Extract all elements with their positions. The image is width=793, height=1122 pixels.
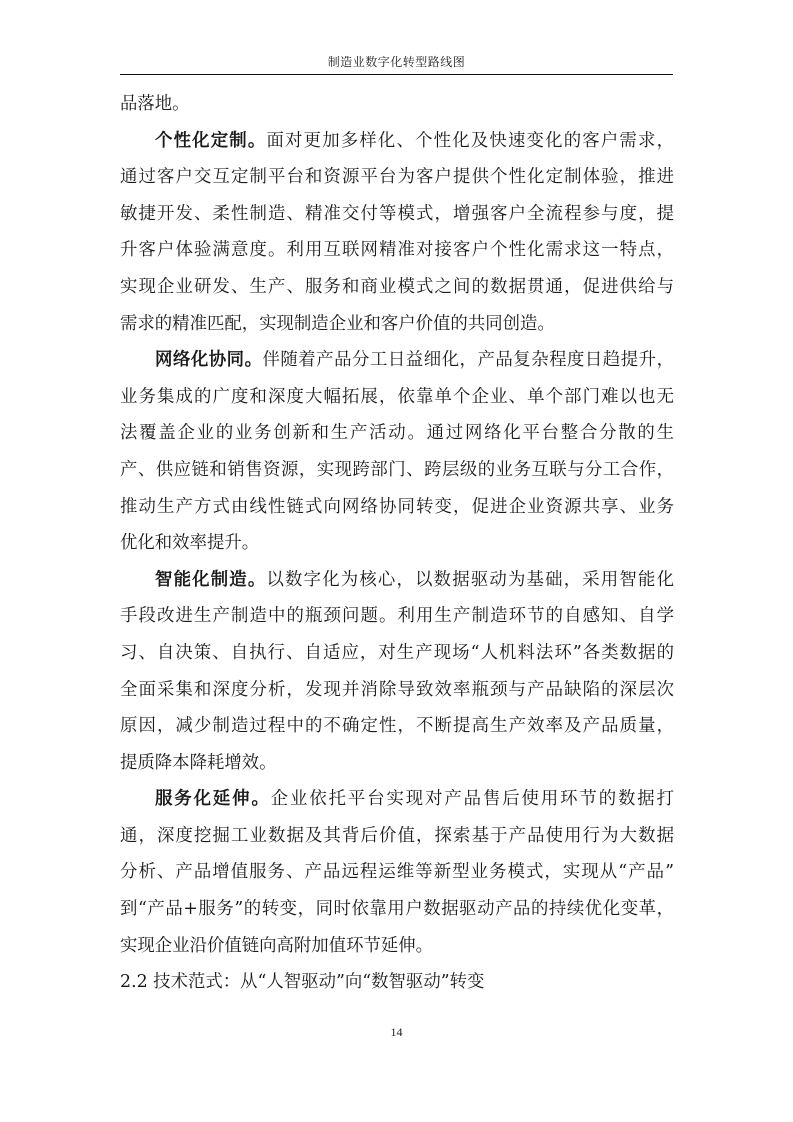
text-line: 手段改进生产制造中的瓶颈问题。利用生产制造环节的自感知、自学 [120, 606, 674, 627]
text-line: 通过客户交互定制平台和资源平台为客户提供个性化定制体验，推进 [120, 167, 674, 188]
text-line: 敏捷开发、柔性制造、精准交付等模式，增强客户全流程参与度，提 [120, 203, 674, 224]
text-line [120, 123, 674, 160]
text-line: 产、供应链和销售资源，实现跨部门、跨层级的业务互联与分工合作， [120, 459, 674, 480]
text-line: 升客户体验满意度。利用互联网精准对接客户个性化需求这一特点， [120, 240, 674, 261]
text-line: 实现企业研发、生产、服务和商业模式之间的数据贯通，促进供给与 [120, 276, 674, 297]
text-line [120, 342, 674, 379]
text-fragment: 面对更加多样化、个性化及快速变化的客户需求， [266, 130, 674, 151]
text-line: 优化和效率提升。 [120, 533, 260, 554]
paragraph-intelligent-manufacturing [120, 562, 674, 782]
paragraph-service-extension [120, 781, 674, 964]
text-line: 法覆盖企业的业务创新和生产活动。通过网络化平台整合分散的生 [120, 423, 674, 444]
page-number: 14 [390, 1025, 403, 1039]
continuation-paragraph [120, 86, 674, 123]
paragraph-networked-collaboration [120, 342, 674, 562]
text-line: 实现企业沿价值链向高附加值环节延伸。 [120, 935, 434, 956]
text-line: 业务集成的广度和深度大幅拓展，依靠单个企业、单个部门难以也无 [120, 386, 674, 407]
text-line: 到“产品+服务”的转变，同时依靠用户数据驱动产品的持续优化变革， [120, 899, 674, 920]
running-header: 制造业数字化转型路线图 [327, 55, 466, 69]
text-line: 原因，减少制造过程中的不确定性，不断提高生产效率及产品质量， [120, 716, 674, 737]
text-fragment: 企业依托平台实现对产品售后使用环节的数据打 [270, 789, 674, 810]
text-line: 推动生产方式由线性链式向网络协同转变，促进企业资源共享、业务 [120, 496, 674, 517]
paragraph-lead: 网络化协同。 [155, 350, 263, 371]
text-line: 分析、产品增值服务、产品远程运维等新型业务模式，实现从“产品” [120, 862, 674, 883]
paragraph-personalized-customization [120, 123, 674, 343]
text-line: 需求的精准匹配，实现制造企业和客户价值的共同创造。 [120, 313, 555, 334]
text-line: 通，深度挖掘工业数据及其背后价值，探索基于产品使用行为大数据 [120, 825, 674, 846]
text-line [120, 562, 674, 599]
section-heading: 2.2 技术范式：从“人智驱动”向“数智驱动”转变 [120, 972, 485, 993]
text-line: 习、自决策、自执行、自适应，对生产现场“人机料法环”各类数据的 [120, 642, 674, 663]
text-fragment: 以数字化为核心，以数据驱动为基础，采用智能化 [266, 569, 674, 590]
paragraph-lead: 服务化延伸。 [155, 789, 271, 810]
text-fragment: 伴随着产品分工日益细化，产品复杂程度日趋提升， [262, 350, 674, 371]
body-text [120, 86, 674, 1001]
text-line [120, 781, 674, 818]
text-line: 提质降本降耗增效。 [120, 752, 277, 773]
header-rule [120, 74, 673, 75]
paragraph-lead: 智能化制造。 [155, 569, 267, 590]
paragraph-lead: 个性化定制。 [155, 130, 267, 151]
text-line: 品落地。 [120, 94, 190, 114]
text-line: 全面采集和深度分析，发现并消除导致效率瓶颈与产品缺陷的深层次 [120, 679, 674, 700]
